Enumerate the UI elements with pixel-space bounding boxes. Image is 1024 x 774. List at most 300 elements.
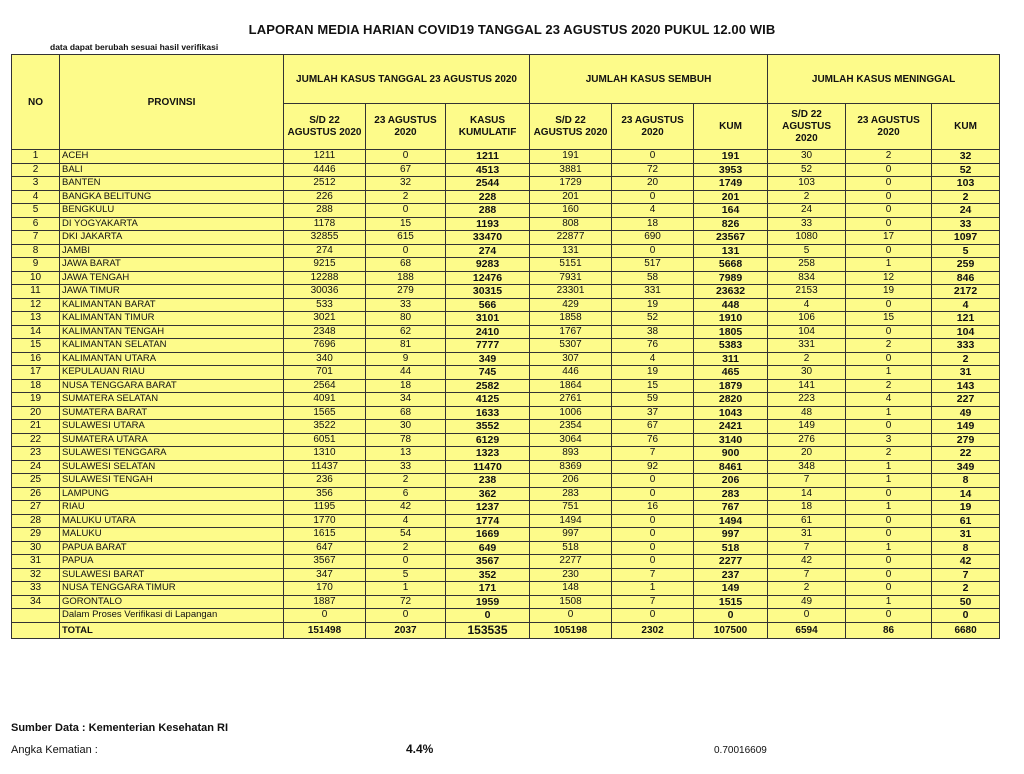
row-meninggal-23: 1	[846, 406, 932, 420]
row-no: 20	[12, 406, 60, 420]
row-meninggal-sd22: 4	[768, 298, 846, 312]
row-meninggal-23: 12	[846, 271, 932, 285]
row-provinsi: KALIMANTAN TIMUR	[60, 312, 284, 326]
row-provinsi: SULAWESI TENGGARA	[60, 447, 284, 461]
row-sembuh-kum: 5383	[694, 339, 768, 353]
row-meninggal-kum: 279	[932, 433, 1000, 447]
row-meninggal-sd22: 42	[768, 555, 846, 569]
row-sembuh-kum: 448	[694, 298, 768, 312]
row-meninggal-23: 3	[846, 433, 932, 447]
row-sembuh-kum: 1805	[694, 325, 768, 339]
row-provinsi: SULAWESI SELATAN	[60, 460, 284, 474]
row-provinsi: MALUKU UTARA	[60, 514, 284, 528]
row-meninggal-sd22: 61	[768, 514, 846, 528]
table-row	[12, 393, 1000, 407]
row-kasus-kumulatif: 1193	[446, 217, 530, 231]
row-provinsi: SUMATERA UTARA	[60, 433, 284, 447]
row-kasus-kumulatif: 288	[446, 204, 530, 218]
header-sembuh-sd22: S/D 22 AGUSTUS 2020	[530, 104, 612, 150]
row-no: 16	[12, 352, 60, 366]
row-sembuh-sd22: 1858	[530, 312, 612, 326]
table-row	[12, 514, 1000, 528]
row-sembuh-23: 0	[612, 514, 694, 528]
row-meninggal-23: 2	[846, 379, 932, 393]
row-meninggal-kum: 104	[932, 325, 1000, 339]
row-kasus-sd22: 1770	[284, 514, 366, 528]
row-provinsi: BALI	[60, 163, 284, 177]
row-sembuh-sd22: 148	[530, 582, 612, 596]
row-meninggal-sd22: 223	[768, 393, 846, 407]
total-meninggal-kum: 6680	[932, 622, 1000, 638]
row-meninggal-kum: 14	[932, 487, 1000, 501]
row-provinsi: NUSA TENGGARA BARAT	[60, 379, 284, 393]
row-sembuh-sd22: 3064	[530, 433, 612, 447]
row-meninggal-sd22: 258	[768, 258, 846, 272]
row-sembuh-kum: 283	[694, 487, 768, 501]
row-kasus-sd22: 274	[284, 244, 366, 258]
row-kasus-23: 615	[366, 231, 446, 245]
row-meninggal-sd22: 14	[768, 487, 846, 501]
row-sembuh-sd22: 3881	[530, 163, 612, 177]
row-meninggal-23: 15	[846, 312, 932, 326]
row-kasus-sd22: 1211	[284, 150, 366, 164]
row-kasus-sd22: 340	[284, 352, 366, 366]
row-meninggal-sd22: 49	[768, 595, 846, 609]
row-kasus-sd22: 236	[284, 474, 366, 488]
table-row	[12, 352, 1000, 366]
row-sembuh-kum: 767	[694, 501, 768, 515]
header-kasus-sd22: S/D 22 AGUSTUS 2020	[284, 104, 366, 150]
table-row	[12, 231, 1000, 245]
row-kasus-kumulatif: 1774	[446, 514, 530, 528]
row-no: 9	[12, 258, 60, 272]
row-sembuh-kum: 3140	[694, 433, 768, 447]
row-meninggal-sd22: 52	[768, 163, 846, 177]
row-sembuh-kum: 237	[694, 568, 768, 582]
total-sembuh-sd22: 105198	[530, 622, 612, 638]
row-provinsi: JAWA BARAT	[60, 258, 284, 272]
row-no: 18	[12, 379, 60, 393]
row-sembuh-kum: 1910	[694, 312, 768, 326]
row-sembuh-sd22: 1864	[530, 379, 612, 393]
row-meninggal-sd22: 103	[768, 177, 846, 191]
row-kasus-sd22: 3522	[284, 420, 366, 434]
row-sembuh-23: 0	[612, 541, 694, 555]
row-provinsi: Dalam Proses Verifikasi di Lapangan	[60, 609, 284, 623]
row-kasus-23: 44	[366, 366, 446, 380]
row-kasus-23: 54	[366, 528, 446, 542]
row-kasus-23: 1	[366, 582, 446, 596]
row-provinsi: BANTEN	[60, 177, 284, 191]
row-sembuh-23: 0	[612, 150, 694, 164]
row-meninggal-sd22: 20	[768, 447, 846, 461]
row-kasus-kumulatif: 4125	[446, 393, 530, 407]
row-sembuh-sd22: 206	[530, 474, 612, 488]
row-provinsi: JAMBI	[60, 244, 284, 258]
header-group-sembuh: JUMLAH KASUS SEMBUH	[530, 55, 768, 104]
table-row	[12, 379, 1000, 393]
row-sembuh-23: 15	[612, 379, 694, 393]
row-kasus-kumulatif: 7777	[446, 339, 530, 353]
row-provinsi: JAWA TIMUR	[60, 285, 284, 299]
row-kasus-sd22: 4091	[284, 393, 366, 407]
row-meninggal-kum: 2	[932, 190, 1000, 204]
table-row	[12, 555, 1000, 569]
row-provinsi: DI YOGYAKARTA	[60, 217, 284, 231]
row-meninggal-sd22: 30	[768, 150, 846, 164]
row-sembuh-sd22: 191	[530, 150, 612, 164]
row-meninggal-sd22: 141	[768, 379, 846, 393]
row-kasus-23: 33	[366, 460, 446, 474]
row-kasus-23: 188	[366, 271, 446, 285]
total-meninggal-sd22: 6594	[768, 622, 846, 638]
row-no: 14	[12, 325, 60, 339]
table-row	[12, 258, 1000, 272]
row-meninggal-23: 0	[846, 298, 932, 312]
header-kasus-23: 23 AGUSTUS 2020	[366, 104, 446, 150]
row-meninggal-sd22: 31	[768, 528, 846, 542]
row-kasus-23: 0	[366, 609, 446, 623]
total-label: TOTAL	[60, 622, 284, 638]
row-kasus-kumulatif: 566	[446, 298, 530, 312]
row-sembuh-kum: 0	[694, 609, 768, 623]
row-kasus-sd22: 6051	[284, 433, 366, 447]
row-meninggal-23: 2	[846, 150, 932, 164]
table-row	[12, 244, 1000, 258]
row-no: 21	[12, 420, 60, 434]
row-no: 15	[12, 339, 60, 353]
row-sembuh-23: 1	[612, 582, 694, 596]
row-meninggal-23: 2	[846, 447, 932, 461]
row-meninggal-sd22: 7	[768, 568, 846, 582]
table-row	[12, 528, 1000, 542]
row-kasus-23: 0	[366, 204, 446, 218]
row-kasus-23: 5	[366, 568, 446, 582]
row-kasus-23: 80	[366, 312, 446, 326]
row-provinsi: BENGKULU	[60, 204, 284, 218]
row-sembuh-23: 92	[612, 460, 694, 474]
row-kasus-kumulatif: 1237	[446, 501, 530, 515]
row-sembuh-sd22: 160	[530, 204, 612, 218]
row-sembuh-sd22: 5151	[530, 258, 612, 272]
table-row	[12, 595, 1000, 609]
row-kasus-23: 33	[366, 298, 446, 312]
row-kasus-23: 2	[366, 474, 446, 488]
row-no: 2	[12, 163, 60, 177]
table-row	[12, 487, 1000, 501]
row-meninggal-23: 0	[846, 204, 932, 218]
row-no	[12, 609, 60, 623]
row-meninggal-sd22: 2	[768, 190, 846, 204]
row-meninggal-kum: 33	[932, 217, 1000, 231]
row-meninggal-kum: 49	[932, 406, 1000, 420]
row-meninggal-kum: 349	[932, 460, 1000, 474]
row-sembuh-23: 0	[612, 609, 694, 623]
row-sembuh-kum: 1494	[694, 514, 768, 528]
row-meninggal-23: 1	[846, 474, 932, 488]
row-sembuh-23: 67	[612, 420, 694, 434]
row-no: 3	[12, 177, 60, 191]
row-kasus-kumulatif: 3101	[446, 312, 530, 326]
row-sembuh-kum: 997	[694, 528, 768, 542]
row-sembuh-23: 0	[612, 555, 694, 569]
row-sembuh-sd22: 0	[530, 609, 612, 623]
row-sembuh-kum: 2277	[694, 555, 768, 569]
row-kasus-sd22: 226	[284, 190, 366, 204]
report-body	[12, 150, 1000, 623]
row-kasus-23: 9	[366, 352, 446, 366]
row-meninggal-kum: 227	[932, 393, 1000, 407]
row-meninggal-kum: 52	[932, 163, 1000, 177]
row-sembuh-23: 331	[612, 285, 694, 299]
row-sembuh-23: 4	[612, 352, 694, 366]
row-kasus-kumulatif: 0	[446, 609, 530, 623]
table-row	[12, 406, 1000, 420]
row-sembuh-sd22: 808	[530, 217, 612, 231]
row-kasus-23: 32	[366, 177, 446, 191]
header-provinsi: PROVINSI	[60, 55, 284, 150]
row-no: 27	[12, 501, 60, 515]
row-no: 25	[12, 474, 60, 488]
row-kasus-sd22: 1887	[284, 595, 366, 609]
row-sembuh-kum: 131	[694, 244, 768, 258]
total-meninggal-23: 86	[846, 622, 932, 638]
row-meninggal-kum: 4	[932, 298, 1000, 312]
row-sembuh-23: 517	[612, 258, 694, 272]
row-kasus-23: 67	[366, 163, 446, 177]
row-meninggal-sd22: 104	[768, 325, 846, 339]
row-provinsi: SULAWESI UTARA	[60, 420, 284, 434]
row-sembuh-kum: 465	[694, 366, 768, 380]
row-kasus-sd22: 2512	[284, 177, 366, 191]
row-sembuh-23: 20	[612, 177, 694, 191]
row-kasus-kumulatif: 30315	[446, 285, 530, 299]
table-row	[12, 204, 1000, 218]
header-meninggal-sd22: S/D 22 AGUSTUS 2020	[768, 104, 846, 150]
row-meninggal-23: 1	[846, 258, 932, 272]
row-sembuh-sd22: 7931	[530, 271, 612, 285]
total-row	[12, 622, 1000, 638]
header-group-kasus: JUMLAH KASUS TANGGAL 23 AGUSTUS 2020	[284, 55, 530, 104]
row-sembuh-sd22: 1508	[530, 595, 612, 609]
row-kasus-sd22: 647	[284, 541, 366, 555]
row-no: 19	[12, 393, 60, 407]
row-kasus-kumulatif: 1633	[446, 406, 530, 420]
row-no: 8	[12, 244, 60, 258]
row-no: 22	[12, 433, 60, 447]
row-kasus-sd22: 356	[284, 487, 366, 501]
row-kasus-23: 68	[366, 406, 446, 420]
row-provinsi: KALIMANTAN TENGAH	[60, 325, 284, 339]
row-meninggal-kum: 333	[932, 339, 1000, 353]
row-sembuh-kum: 164	[694, 204, 768, 218]
row-kasus-sd22: 11437	[284, 460, 366, 474]
row-provinsi: KEPULAUAN RIAU	[60, 366, 284, 380]
mortality-label: Angka Kematian :	[11, 744, 98, 756]
row-sembuh-kum: 1879	[694, 379, 768, 393]
row-meninggal-sd22: 149	[768, 420, 846, 434]
row-kasus-23: 81	[366, 339, 446, 353]
row-sembuh-sd22: 2761	[530, 393, 612, 407]
row-kasus-sd22: 12288	[284, 271, 366, 285]
row-kasus-sd22: 4446	[284, 163, 366, 177]
row-sembuh-23: 37	[612, 406, 694, 420]
header-sembuh-23: 23 AGUSTUS 2020	[612, 104, 694, 150]
row-sembuh-23: 7	[612, 447, 694, 461]
row-no: 7	[12, 231, 60, 245]
row-sembuh-sd22: 893	[530, 447, 612, 461]
row-sembuh-23: 7	[612, 595, 694, 609]
row-kasus-23: 6	[366, 487, 446, 501]
row-kasus-23: 72	[366, 595, 446, 609]
row-provinsi: RIAU	[60, 501, 284, 515]
row-provinsi: DKI JAKARTA	[60, 231, 284, 245]
row-sembuh-sd22: 429	[530, 298, 612, 312]
row-sembuh-sd22: 1767	[530, 325, 612, 339]
row-no: 26	[12, 487, 60, 501]
header-meninggal-23: 23 AGUSTUS 2020	[846, 104, 932, 150]
row-meninggal-sd22: 834	[768, 271, 846, 285]
row-kasus-sd22: 0	[284, 609, 366, 623]
row-meninggal-kum: 24	[932, 204, 1000, 218]
row-kasus-23: 13	[366, 447, 446, 461]
header-group-meninggal: JUMLAH KASUS MENINGGAL	[768, 55, 1000, 104]
table-row	[12, 366, 1000, 380]
row-kasus-23: 78	[366, 433, 446, 447]
row-meninggal-23: 0	[846, 244, 932, 258]
row-sembuh-23: 19	[612, 366, 694, 380]
row-meninggal-kum: 7	[932, 568, 1000, 582]
row-sembuh-kum: 191	[694, 150, 768, 164]
row-kasus-sd22: 170	[284, 582, 366, 596]
row-sembuh-kum: 1515	[694, 595, 768, 609]
total-kasus-23: 2037	[366, 622, 446, 638]
table-row	[12, 150, 1000, 164]
total-sembuh-kum: 107500	[694, 622, 768, 638]
table-row	[12, 217, 1000, 231]
row-sembuh-sd22: 1729	[530, 177, 612, 191]
row-meninggal-sd22: 276	[768, 433, 846, 447]
mortality-percentage: 4.4%	[406, 742, 434, 756]
row-kasus-kumulatif: 2410	[446, 325, 530, 339]
header-no: NO	[12, 55, 60, 150]
row-sembuh-23: 38	[612, 325, 694, 339]
row-meninggal-sd22: 7	[768, 474, 846, 488]
row-kasus-sd22: 9215	[284, 258, 366, 272]
row-sembuh-23: 19	[612, 298, 694, 312]
row-sembuh-23: 76	[612, 433, 694, 447]
row-meninggal-23: 0	[846, 352, 932, 366]
row-kasus-23: 62	[366, 325, 446, 339]
row-kasus-23: 68	[366, 258, 446, 272]
table-row	[12, 460, 1000, 474]
row-meninggal-kum: 50	[932, 595, 1000, 609]
row-meninggal-23: 0	[846, 582, 932, 596]
row-meninggal-kum: 1097	[932, 231, 1000, 245]
row-meninggal-23: 1	[846, 501, 932, 515]
row-kasus-kumulatif: 228	[446, 190, 530, 204]
mortality-ratio: 0.70016609	[714, 745, 767, 756]
row-kasus-kumulatif: 6129	[446, 433, 530, 447]
row-meninggal-sd22: 30	[768, 366, 846, 380]
row-meninggal-kum: 22	[932, 447, 1000, 461]
table-row	[12, 420, 1000, 434]
row-no: 29	[12, 528, 60, 542]
row-no: 11	[12, 285, 60, 299]
row-meninggal-23: 0	[846, 420, 932, 434]
row-sembuh-kum: 23567	[694, 231, 768, 245]
row-meninggal-23: 0	[846, 325, 932, 339]
row-meninggal-sd22: 18	[768, 501, 846, 515]
row-kasus-kumulatif: 349	[446, 352, 530, 366]
row-meninggal-23: 1	[846, 460, 932, 474]
row-sembuh-kum: 201	[694, 190, 768, 204]
report-title: LAPORAN MEDIA HARIAN COVID19 TANGGAL 23 AGUSTUS 2020 PUKUL 12.00 WIB	[248, 22, 776, 37]
row-meninggal-23: 0	[846, 163, 932, 177]
row-sembuh-sd22: 1006	[530, 406, 612, 420]
table-row	[12, 271, 1000, 285]
row-meninggal-sd22: 24	[768, 204, 846, 218]
row-sembuh-sd22: 518	[530, 541, 612, 555]
row-kasus-kumulatif: 745	[446, 366, 530, 380]
row-provinsi: PAPUA	[60, 555, 284, 569]
row-sembuh-23: 52	[612, 312, 694, 326]
row-sembuh-sd22: 997	[530, 528, 612, 542]
row-kasus-kumulatif: 274	[446, 244, 530, 258]
row-sembuh-kum: 1749	[694, 177, 768, 191]
row-kasus-sd22: 1310	[284, 447, 366, 461]
table-row	[12, 433, 1000, 447]
row-meninggal-kum: 19	[932, 501, 1000, 515]
row-meninggal-23: 0	[846, 217, 932, 231]
row-sembuh-sd22: 201	[530, 190, 612, 204]
row-kasus-sd22: 32855	[284, 231, 366, 245]
row-sembuh-23: 76	[612, 339, 694, 353]
row-meninggal-23: 4	[846, 393, 932, 407]
row-kasus-sd22: 701	[284, 366, 366, 380]
row-sembuh-sd22: 1494	[530, 514, 612, 528]
row-kasus-kumulatif: 2544	[446, 177, 530, 191]
row-sembuh-23: 7	[612, 568, 694, 582]
row-meninggal-kum: 42	[932, 555, 1000, 569]
row-sembuh-23: 16	[612, 501, 694, 515]
row-kasus-sd22: 1178	[284, 217, 366, 231]
row-provinsi: GORONTALO	[60, 595, 284, 609]
row-provinsi: NUSA TENGGARA TIMUR	[60, 582, 284, 596]
row-meninggal-23: 17	[846, 231, 932, 245]
total-kasus-sd22: 151498	[284, 622, 366, 638]
row-meninggal-kum: 31	[932, 366, 1000, 380]
row-kasus-sd22: 2348	[284, 325, 366, 339]
row-kasus-sd22: 3021	[284, 312, 366, 326]
row-sembuh-23: 0	[612, 528, 694, 542]
row-meninggal-23: 19	[846, 285, 932, 299]
row-kasus-sd22: 30036	[284, 285, 366, 299]
row-kasus-kumulatif: 352	[446, 568, 530, 582]
row-kasus-kumulatif: 3552	[446, 420, 530, 434]
row-no: 1	[12, 150, 60, 164]
row-sembuh-kum: 3953	[694, 163, 768, 177]
row-meninggal-23: 1	[846, 541, 932, 555]
row-provinsi: SULAWESI BARAT	[60, 568, 284, 582]
table-row	[12, 582, 1000, 596]
row-kasus-sd22: 288	[284, 204, 366, 218]
row-meninggal-kum: 121	[932, 312, 1000, 326]
row-no: 6	[12, 217, 60, 231]
row-meninggal-kum: 259	[932, 258, 1000, 272]
row-no: 17	[12, 366, 60, 380]
row-no: 13	[12, 312, 60, 326]
